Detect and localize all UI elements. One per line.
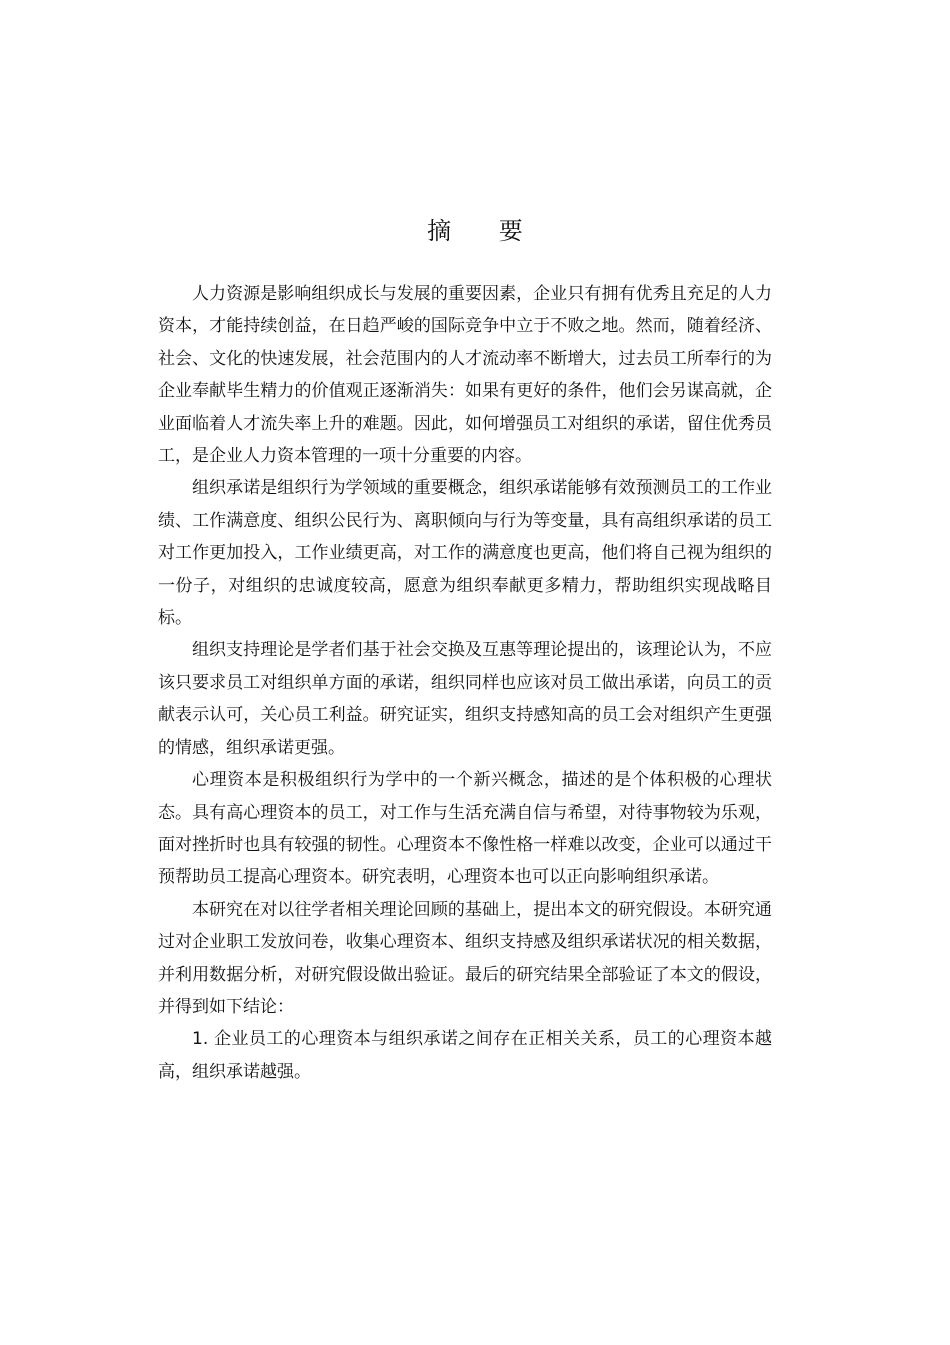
paragraph: 组织承诺是组织行为学领域的重要概念，组织承诺能够有效预测员工的工作业绩、工作满意度、组织公民行为、离职倾向与行为等变量，具有高组织承诺的员工对工作更加投入，工作业绩更高，对工作的满意度也更高，他们将自己视为组织的一份子，对组织的忠诚度较高，愿意为组织奉献更多精力，帮助组织实现战略目标。 bbox=[158, 478, 772, 629]
page-title: 摘 要 bbox=[427, 217, 543, 245]
paragraph: 组织支持理论是学者们基于社会交换及互惠等理论提出的，该理论认为，不应该只要求员工对组织单方面的承诺，组织同样也应该对员工做出承诺，向员工的贡献表示认可，关心员工利益。研究证实，组织支持感知高的员工会对组织产生更强的情感，组织承诺更强。 bbox=[158, 640, 772, 758]
paragraph: 人力资源是影响组织成长与发展的重要因素，企业只有拥有优秀且充足的人力资本，才能持续创益，在日趋严峻的国际竞争中立于不败之地。然而，随着经济、社会、文化的快速发展，社会范围内的人才流动率不断增大，过去员工所奉行的为企业奉献毕生精力的价值观正逐渐消失：如果有更好的条件，他们会另谋高就，企业面临着人才流失率上升的难题。因此，如何增强员工对组织的承诺，留住优秀员工，是企业人力资本管理的一项十分重要的内容。 bbox=[158, 284, 772, 467]
paragraph: 本研究在对以往学者相关理论回顾的基础上，提出本文的研究假设。本研究通过对企业职工发放问卷，收集心理资本、组织支持感及组织承诺状况的相关数据，并利用数据分析，对研究假设做出验证。最后的研究结果全部验证了本文的假设，并得到如下结论： bbox=[158, 899, 772, 1017]
abstract-body bbox=[158, 278, 772, 1088]
paragraph: 心理资本是积极组织行为学中的一个新兴概念，描述的是个体积极的心理状态。具有高心理资本的员工，对工作与生活充满自信与希望，对待事物较为乐观，面对挫折时也具有较强的韧性。心理资本不像性格一样难以改变，企业可以通过干预帮助员工提高心理资本。研究表明，心理资本也可以正向影响组织承诺。 bbox=[158, 770, 772, 888]
conclusion-list-item: 1. 企业员工的心理资本与组织承诺之间存在正相关关系，员工的心理资本越高，组织承诺越强。 bbox=[158, 1029, 772, 1082]
